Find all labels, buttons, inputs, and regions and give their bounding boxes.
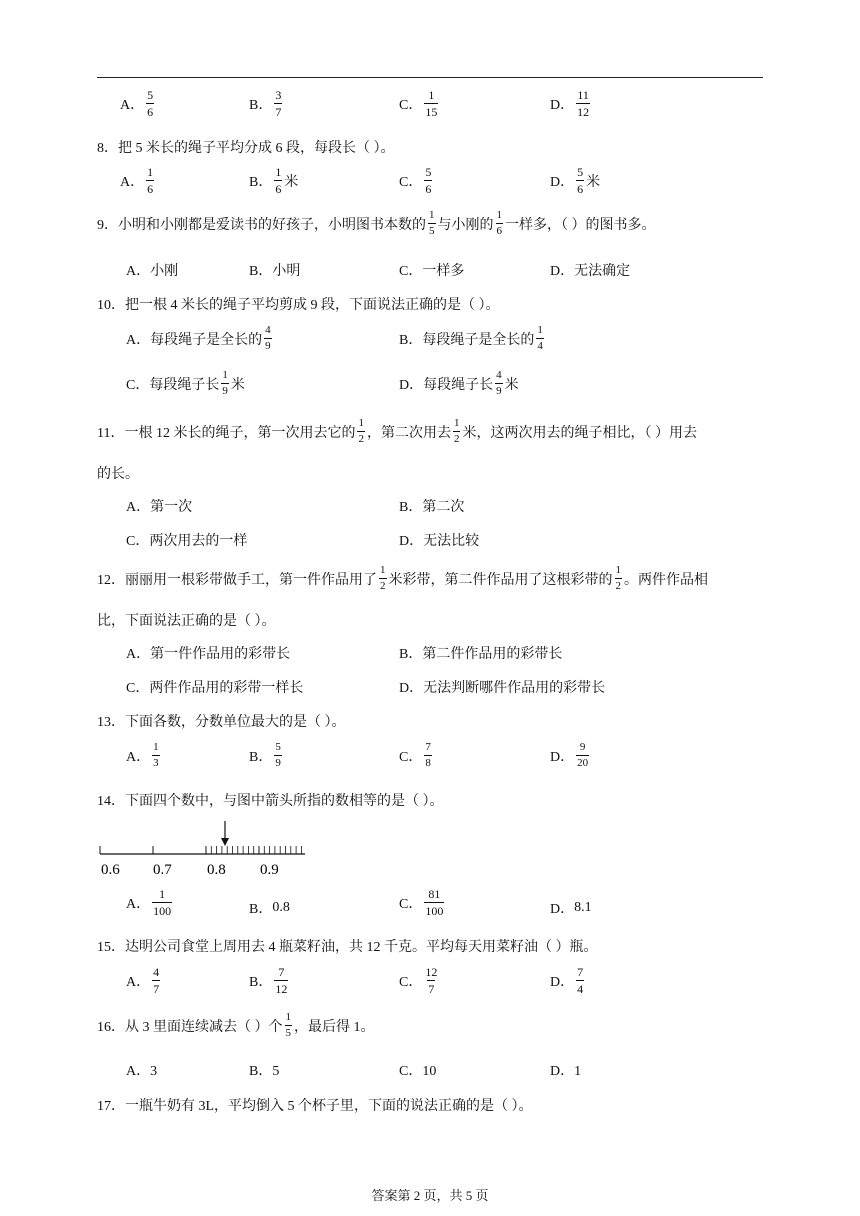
q10-option-b[interactable]	[399, 325, 546, 352]
option-label: D．	[550, 974, 575, 990]
q16-option-d[interactable]: D．1	[550, 1064, 582, 1079]
q8-option-b[interactable]	[249, 166, 298, 195]
option-label: B．	[249, 974, 273, 990]
q7-option-d[interactable]	[550, 89, 592, 118]
number-line-figure	[95, 818, 315, 880]
q15-option-b[interactable]	[249, 966, 290, 995]
q12-option-a[interactable]: A．第一件作品用的彩带长	[126, 647, 291, 662]
fraction: $\frac{4}{9}$	[496, 369, 502, 397]
option-label: C．	[399, 974, 423, 990]
fraction: $\frac{1}{6}$	[275, 165, 282, 196]
fraction: $\frac{4}{7}$	[153, 965, 160, 996]
arrow-down-icon	[221, 838, 229, 846]
q15-option-d[interactable]	[550, 966, 586, 995]
option-label: A．	[126, 749, 151, 765]
question-10: 10．把一根 4 米长的绳子平均剪成 9 段，下面说法正确的是（ ）。	[97, 298, 500, 313]
fraction: $\frac{1}{6}$	[147, 165, 154, 196]
option-label: C．每段绳子长	[126, 377, 220, 393]
page-footer: 答案第 2 页，共 5 页	[371, 1188, 489, 1203]
fraction: $\frac{4}{9}$	[265, 324, 271, 352]
q10-option-c[interactable]: C．每段绳子长 $\frac{1}{9}$ 米	[126, 369, 245, 397]
q9-option-c[interactable]: C．一样多	[399, 264, 465, 279]
q13-option-a[interactable]	[126, 742, 162, 769]
q11-option-d[interactable]: D．无法比较	[399, 534, 480, 549]
option-label: A．	[120, 97, 145, 113]
q16-option-c[interactable]: C．10	[399, 1064, 437, 1079]
fraction: $\frac{12}{7}$	[425, 965, 438, 996]
fraction: $\frac{1}{100}$	[153, 887, 172, 918]
question-12: 12．丽丽用一根彩带做手工，第一件作品用了 $\frac{1}{2}$ 米彩带，第二件作品用了这根彩带的 $\frac{1}{2}$ 。两件作品相	[97, 564, 708, 592]
q12-option-c[interactable]: C．两件作品用的彩带一样长	[126, 681, 304, 696]
question-8: 8．把 5 米长的绳子平均分成 6 段，每段长（ ）。	[97, 141, 395, 156]
question-15: 15．达明公司食堂上周用去 4 瓶菜籽油，共 12 千克。平均每天用菜籽油（ ）瓶。	[97, 940, 598, 955]
option-label: B．	[249, 749, 273, 765]
q14-option-d[interactable]: D． 8.1	[550, 900, 592, 917]
fraction: $\frac{1}{2}$	[358, 417, 364, 445]
q15-option-c[interactable]	[399, 966, 440, 995]
fraction: $\frac{1}{2}$	[380, 564, 386, 592]
option-label: B．	[249, 174, 273, 190]
q9-option-a[interactable]: A．小刚	[126, 264, 179, 279]
option-label: A．	[126, 974, 151, 990]
q10-option-a[interactable]	[126, 325, 274, 352]
question-11: 11．一根 12 米长的绳子，第一次用去它的 $\frac{1}{2}$ ，第二次用去 $\frac{1}{2}$ 米，这两次用去的绳子相比，（ ）用去	[97, 417, 697, 445]
q8-option-c[interactable]	[399, 166, 434, 195]
tick-label-0: 0.6	[101, 862, 120, 878]
question-13: 13．下面各数，分数单位最大的是（ ）。	[97, 715, 346, 730]
fraction: $\frac{11}{12}$	[577, 88, 590, 119]
fraction: $\frac{7}{12}$	[275, 965, 288, 996]
option-label: D．	[550, 749, 575, 765]
q7-option-a[interactable]	[120, 89, 156, 118]
unit: 米	[586, 174, 601, 190]
fraction: $\frac{5}{6}$	[425, 165, 432, 196]
q8-option-d[interactable]	[550, 166, 600, 195]
q12-option-b[interactable]: B．第二件作品用的彩带长	[399, 647, 563, 662]
question-16: 16．从 3 里面连续减去（ ）个 $\frac{1}{5}$ ，最后得 1。	[97, 1011, 375, 1039]
fraction: $\frac{1}{5}$	[285, 1011, 291, 1039]
fraction: $\frac{1}{4}$	[537, 324, 543, 352]
q8-option-a[interactable]	[120, 166, 156, 195]
question-12-line2: 比，下面说法正确的是（ ）。	[97, 614, 276, 629]
tick-label-2: 0.8	[207, 862, 226, 878]
option-label: A．每段绳子是全长的	[126, 332, 263, 348]
q15-option-a[interactable]	[126, 966, 162, 995]
q7-option-c[interactable]	[399, 89, 440, 118]
option-label: A．	[120, 174, 145, 190]
fraction: $\frac{3}{7}$	[275, 88, 282, 119]
fraction: $\frac{81}{100}$	[425, 887, 444, 918]
number-line-ticks	[100, 846, 301, 854]
q9-option-b[interactable]: B．小明	[249, 264, 301, 279]
q13-option-c[interactable]	[399, 742, 434, 769]
question-17: 17．一瓶牛奶有 3L，平均倒入 5 个杯子里，下面的说法正确的是（ ）。	[97, 1099, 533, 1114]
fraction: $\frac{1}{2}$	[453, 417, 460, 445]
option-label: B．	[249, 97, 273, 113]
fraction: $\frac{9}{20}$	[577, 741, 589, 769]
fraction: $\frac{7}{8}$	[425, 741, 431, 769]
fraction: $\frac{1}{6}$	[496, 209, 502, 237]
option-label: D．每段绳子长	[399, 377, 494, 393]
q13-option-b[interactable]	[249, 742, 284, 769]
question-14: 14．下面四个数中，与图中箭头所指的数相等的是（ ）。	[97, 794, 444, 809]
option-label: C．	[399, 97, 423, 113]
q9-option-d[interactable]: D．无法确定	[550, 264, 631, 279]
fraction: $\frac{5}{6}$	[577, 165, 584, 196]
fraction: $\frac{1}{15}$	[425, 88, 438, 119]
q10-option-d[interactable]: D．每段绳子长 $\frac{4}{9}$ 米	[399, 369, 519, 397]
option-label: B．每段绳子是全长的	[399, 332, 535, 348]
option-label: D．	[550, 174, 575, 190]
q12-option-d[interactable]: D．无法判断哪件作品用的彩带长	[399, 681, 606, 696]
option-label: C．	[399, 174, 423, 190]
fraction: $\frac{7}{4}$	[577, 965, 584, 996]
question-9: 9．小明和小刚都是爱读书的好孩子，小明图书本数的 $\frac{1}{5}$ 与小刚的 $\frac{1}{6}$ 一样多，（ ）的图书多。	[97, 209, 656, 237]
q11-option-b[interactable]: B．第二次	[399, 500, 465, 515]
question-11-line2: 的长。	[97, 467, 139, 482]
q13-option-d[interactable]	[550, 742, 591, 769]
q14-option-c[interactable]	[399, 888, 446, 917]
option-label: D．	[550, 97, 575, 113]
option-label: B．	[249, 902, 273, 917]
option-label: C．	[399, 749, 423, 765]
option-label: A．	[126, 896, 151, 912]
q11-option-c[interactable]: C．两次用去的一样	[126, 534, 248, 549]
q14-option-b[interactable]: B． 0.8	[249, 900, 290, 917]
q16-option-b[interactable]: B．5	[249, 1064, 280, 1079]
q14-option-a[interactable]	[126, 888, 174, 917]
fraction: $\frac{5}{9}$	[275, 741, 281, 769]
fraction: $\frac{1}{9}$	[222, 369, 228, 397]
q7-option-b[interactable]	[249, 89, 284, 118]
q11-option-a[interactable]: A．第一次	[126, 500, 193, 515]
fraction: $\frac{1}{2}$	[615, 564, 621, 592]
option-label: C．	[399, 896, 423, 912]
option-label: D．	[550, 902, 575, 917]
tick-label-3: 0.9	[260, 862, 279, 878]
header-rule	[97, 77, 763, 78]
fraction: $\frac{1}{3}$	[153, 741, 159, 769]
q16-option-a[interactable]: A．3	[126, 1064, 158, 1079]
fraction: $\frac{5}{6}$	[147, 88, 154, 119]
fraction: $\frac{1}{5}$	[429, 209, 435, 237]
tick-label-1: 0.7	[153, 862, 172, 878]
unit: 米	[284, 174, 299, 190]
